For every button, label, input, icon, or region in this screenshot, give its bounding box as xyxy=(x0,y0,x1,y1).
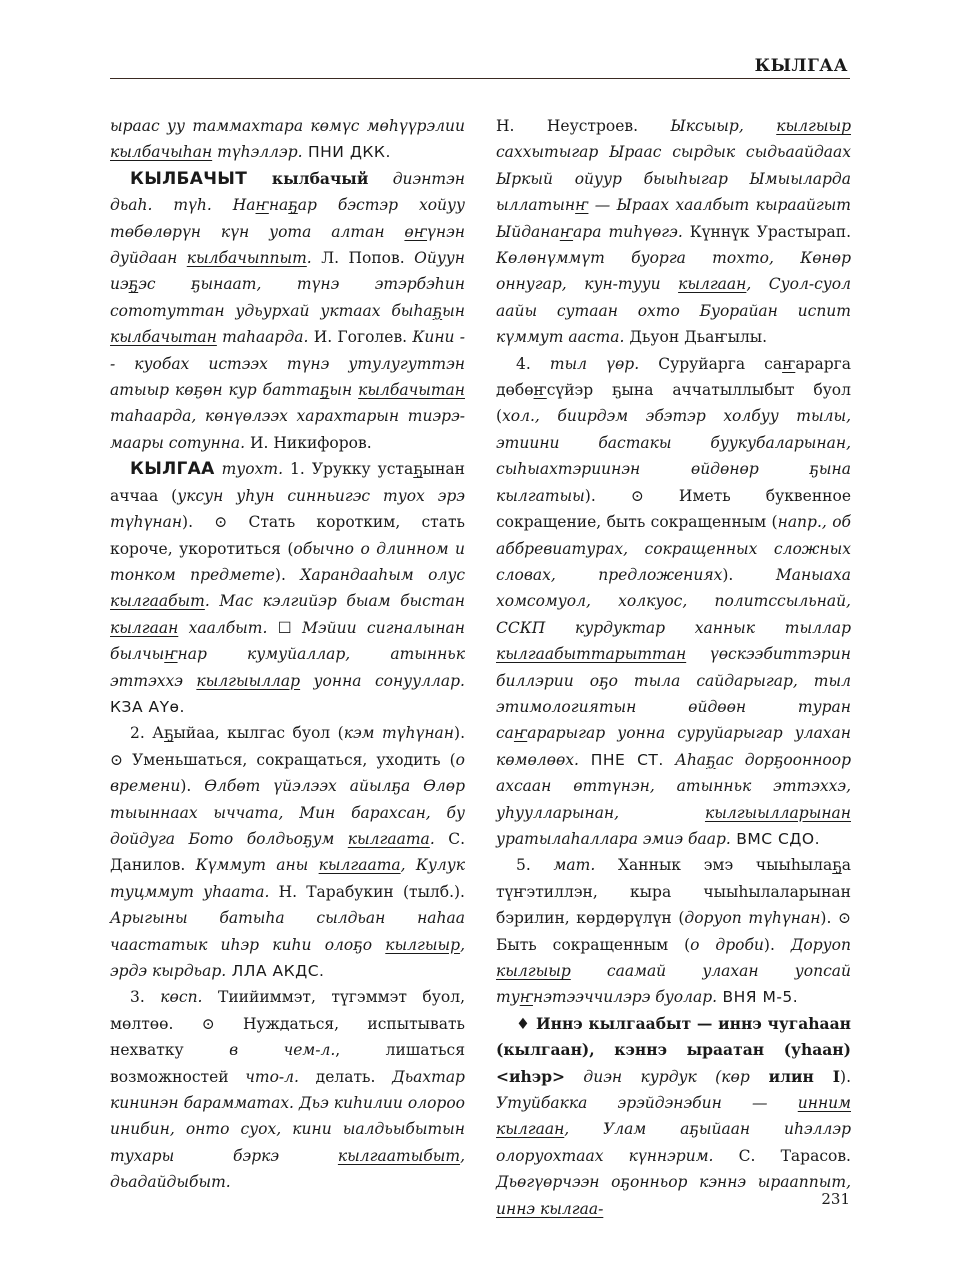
entry-kylgaa-sense-3: 3. көсп. Тиийиммэт, түгэммэт буол, мөлтөө. ⊙ Нуждаться, испытывать нехватку в чем-л., лишаться возможностей что-л. делать. Дьахтар кининэн барамматах. Дьэ киһилии олороо инибин, онто суох, кини ыалдьыбытын тухары бэркэ кылгаатыбыт, дьадайдыбыт. xyxy=(110,988,465,1192)
entry-kylgaa-sense-5: 5. мат. Ханнык эмэ чыыһылаҕа түҥэтиллэн, кыра чыыһылаларынан бэрилин, көрдөрүлүн (доруоп түһүнан). ⊙ Быть сокращенным (о дроби). Доруоп кылгыыр саамай улахан уопсай туҥнэтээччилэрэ буолар. ВНЯ М-5. xyxy=(496,856,851,1007)
entry-kylgaa-sense-3-cont: Н. Неустроев. Ыксыыр, кылгыыр саххытыгар Ыраас сырдык сыдьаайдаах Ыркый ойуур быыһыгар Ымыыларда ыллатынҥ — Ыраах хаалбыт кыраайгыт Ыйданаҥара тиһүөгэ. Күннүк Урастырап. Көлөнүммүт буорга тохто, Көнөр оннугар, кун-тууи кылгаан, Суол-суол аайы сутаан охто Буорайан испит күммут ааста. Дьуон Дьаҥылы. xyxy=(496,117,851,347)
running-head: КЫЛГАА xyxy=(754,56,848,76)
entry-idiom: ♦ Иннэ кылгаабыт — иннэ чугаһаан (кылгаан), кэннэ ыраатан (уһаан) <иһэр> диэн курдук (көр илин I). Утуйбакка эрэйдэнэбин — инним кылгаан, Улам аҕыйаан иһэллэр олоруохтаах күннэрим. С. Тарасов. Дьөгүөрчээн оҕонньор кэннэ ырааппыт, иннэ кылгаа- xyxy=(496,1013,851,1218)
entry-kylgaa-sense-2: 2. Аҕыйаа, кылгас буол (кэм түһүнан). ⊙ Уменьшаться, сокращаться, уходить (о времени). Өлбөт үйэлээх айылҕа Өлөр тыыннаах ыччата, Мин барахсан, бу дойдуга Бото болдьоҕум кылгаата. С. Данилов. Күммут аны кылгаата, Кулук туцммут уһаата. Н. Тарабукин (тылб.). Арыгыны батыһа сылдьан наһаа чаастатык иһэр киһи олоҕо кылгыыр, эрдэ кырдьар. ЛЛА АКДС. xyxy=(110,724,466,980)
right-column xyxy=(496,113,851,1222)
entry-continuation: ыраас уу таммахтара көмүс мөһүүрэлии кылбачыһан түһэллэр. ПНИ ДКК. xyxy=(110,117,465,162)
entry-kylbachyt: КЫЛБАЧЫТ кылбачый диэнтэн дьаһ. түһ. Наҥнаҕар бэстэр хойуу төбөлөрүн күн уота алтан өҥүнэн дуйдаан кылбачыппыт. Л. Попов. Ойуун иэҕэс ҕынаат, түнэ этэрбэһин сототуттан удьурхай уктаах быһаҕын кылбачытан таһаарда. И. Гоголев. Кини -- куобах истээх түнэ утулугуттэн атыыр көҕөн кур баттаҕын кылбачытан таһаарда, көнүөлээх харахтарын тиэрэ-маары сотунна. И. Никифоров. xyxy=(110,168,466,452)
header-rule xyxy=(110,78,850,79)
page-number: 231 xyxy=(821,1190,850,1208)
entry-kylgaa-sense-4: 4. тыл үөр. Суруйарга саҥарарга дөбөҥсүйэр ҕына аччатыллыбыт буол (хол., биирдэм эбэтэр холбуу тылы, этиини бастакы буукубаларынан, сыһыахтэриинэн өйдөнөр ҕына кылгатыы). ⊙ Иметь буквенное сокращение, быть сокращенным (напр., об аббревиатурах, сокращенных сложных словах, предложениях). Маныаха хомсомуол, холкуос, политссыльнай, ССКП курдуктар ханнык тыллар кылгаабыттарыттан үөскээбиттэрин биллэрии оҕо тыла сайдарыгар, тыл этимологиятын өйдөөн туран саҥарарыгар уонна суруйарыгар улахан көмөлөөх. ПНЕ СТ. Аһаҕас дорҕоонноор ахсаан өттүнэн, атынньк эттэххэ, уһуулларынан, кылгыылларынан уратылаһаллара эмиэ баар. ВМС СДО. xyxy=(496,354,852,848)
entry-kylgaa-sense-1: КЫЛГАА туохт. 1. Урукку устаҕынан аччаа (уксун уһун синньигэс туох эрэ түһүнан). ⊙ Стать коротким, стать короче, укоротиться (обычно о длинном и тонком предмете). Харандааһым олус кылгаабыт. Мас кэлгийэр быам быстан кылгаан хаалбыт. ☐ Мэйии сигналынан былчыҥнар кумуйаллар, атынньк эттэххэ кылгыыллар уонна сонууллар. КЗА АҮө. xyxy=(110,459,466,716)
headword-kylgaa: КЫЛГАА xyxy=(130,459,215,480)
headword-kylbachyt: КЫЛБАЧЫТ xyxy=(130,168,248,189)
left-column xyxy=(110,113,465,1196)
